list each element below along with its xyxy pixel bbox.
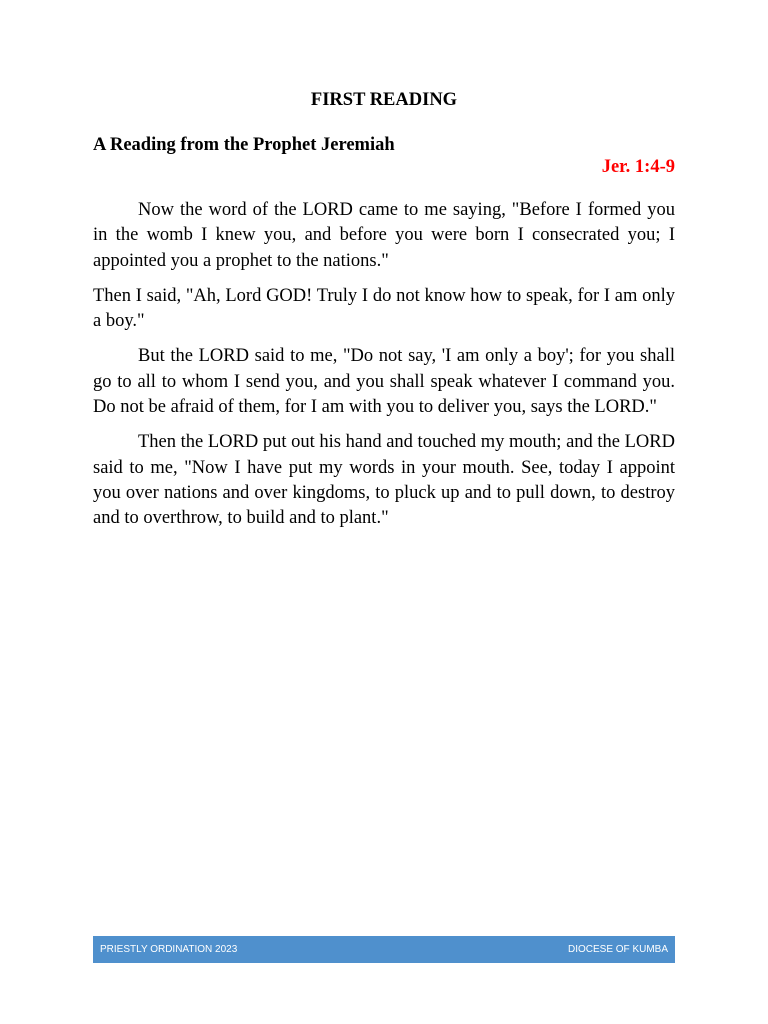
scripture-reference: Jer. 1:4-9: [601, 157, 675, 177]
paragraph-4: Then the LORD put out his hand and touched my mouth; and the LORD said to me, "Now I have put my words in your mouth. See, today I appoint you over nations and over kingdoms, to pluck up and to pull down, to destroy and to overthrow, to build and to plant.": [93, 432, 675, 529]
footer-left-text: PRIESTLY ORDINATION 2023: [100, 944, 238, 955]
reading-subtitle: A Reading from the Prophet Jeremiah: [93, 135, 395, 155]
paragraph-1: Now the word of the LORD came to me saying, "Before I formed you in the womb I knew you, and before you were born I consecrated you; I appointed you a prophet to the nations.": [93, 200, 675, 271]
document-page: [93, 0, 675, 1024]
reading-body: [93, 198, 675, 542]
page-title: FIRST READING: [310, 90, 458, 110]
footer-right-text: DIOCESE OF KUMBA: [567, 944, 668, 955]
paragraph-2: Then I said, "Ah, Lord GOD! Truly I do not know how to speak, for I am only a boy.": [93, 285, 675, 332]
paragraph-3: But the LORD said to me, "Do not say, 'I am only a boy'; for you shall go to all to whom I send you, and you shall speak whatever I command you. Do not be afraid of them, for I am with you to deliver you, says the LORD.": [93, 346, 675, 418]
page-footer: [93, 936, 675, 963]
